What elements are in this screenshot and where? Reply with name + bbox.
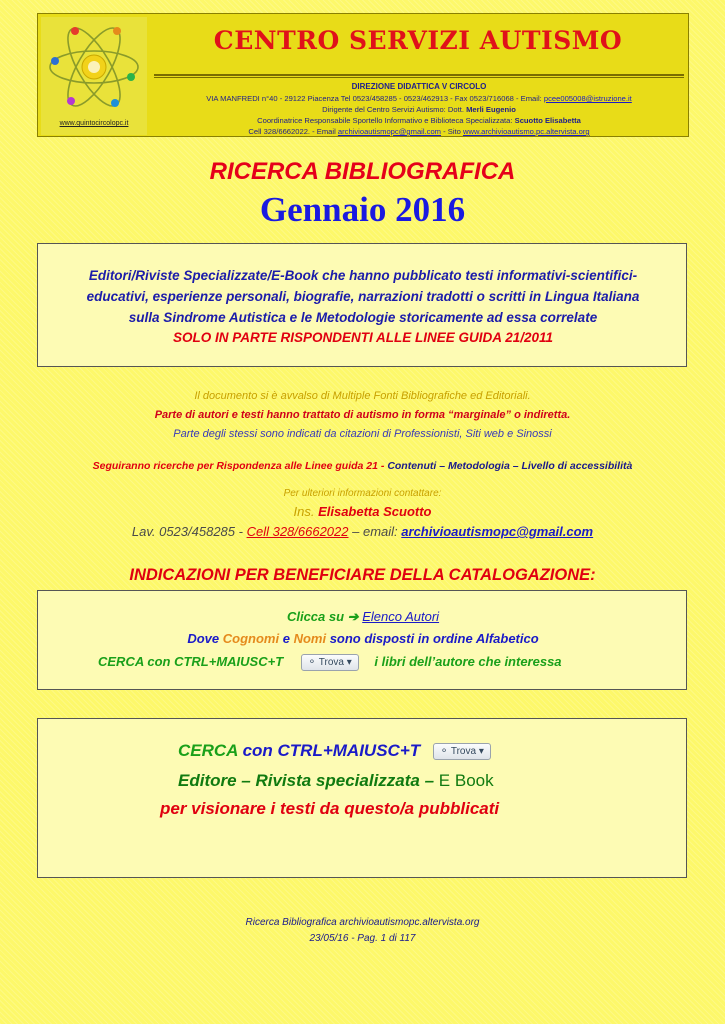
clicca-line: [38, 609, 688, 625]
contact-cell[interactable]: Cell 328/6662022: [246, 524, 349, 539]
address-email-link[interactable]: pcee005008@istruzione.it: [543, 94, 632, 103]
intro-line-red: SOLO IN PARTE RISPONDENTI ALLE LINEE GUIDA 21/2011: [172, 330, 554, 345]
cerca-text: CERCA con CTRL+MAIUSC+T: [98, 654, 284, 669]
ordine-text: sono disposti in ordine Alfabetico: [329, 631, 539, 646]
letterhead: [37, 13, 689, 137]
contact-person: [0, 504, 725, 519]
contact-ins: Ins.: [293, 504, 315, 519]
editori-box: [37, 718, 687, 878]
e-text: e: [282, 631, 290, 646]
intro-line: sulla Sindrome Autistica e le Metodologie storicamente ad essa correlate: [128, 310, 598, 325]
note-future-research: [0, 460, 725, 472]
editore-text: Editore – Rivista specializzata –: [178, 771, 435, 790]
binoculars-icon: ⚬: [307, 657, 317, 669]
contact-lav: Lav. 0523/458285 -: [131, 524, 243, 539]
con3-text: con CTRL+MAIUSC+T: [242, 741, 421, 760]
trova-button[interactable]: [301, 654, 359, 671]
dirigente-prefix: Dirigente del Centro Servizi Autismo: Dott.: [322, 105, 464, 114]
binoculars-icon: ⚬: [439, 746, 449, 758]
dirigente-name: Merli Eugenio: [466, 105, 516, 114]
address-line: [154, 94, 684, 103]
address-text: VIA MANFREDI n°40 - 29122 Piacenza Tel 0523/458285 - 0523/462913 - Fax 0523/716068 - Email:: [206, 94, 542, 103]
clicca-text: Clicca su: [286, 609, 345, 624]
libri-text: i libri dell’autore che interessa: [374, 654, 562, 669]
divider: [154, 74, 684, 76]
dove-text: Dove: [187, 631, 220, 646]
note-citations: Parte degli stessi sono indicati da citazioni di Professionisti, Siti web e Sinossi: [173, 428, 552, 440]
elenco-autori-link[interactable]: Elenco Autori: [362, 609, 440, 624]
contact-line: [154, 127, 684, 136]
trova-label: Trova: [318, 657, 344, 669]
atom-logo-icon: [41, 17, 147, 117]
doc-date: Gennaio 2016: [259, 190, 466, 229]
cognomi-text: Cognomi: [222, 631, 280, 646]
divider: [154, 77, 684, 78]
ebook-text: E Book: [438, 771, 494, 790]
contact-email-label: – email:: [352, 524, 398, 539]
contact-email-link[interactable]: archivioautismopc@gmail.com: [337, 127, 441, 136]
nomi-text: Nomi: [293, 631, 327, 646]
cerca3-text: CERCA: [178, 741, 238, 760]
contact-prefix: Cell 328/6662022. - Email: [248, 127, 336, 136]
intro-box: [37, 243, 687, 367]
logo-url[interactable]: www.quintocircolopc.it: [59, 120, 129, 127]
catalog-box: [37, 590, 687, 690]
intro-line: educativi, esperienze personali, biografie, narrazioni tradotti o scritti in Lingua Italiana: [86, 289, 640, 304]
dirigente-line: [154, 105, 684, 114]
contact-email-link[interactable]: archivioautismopc@gmail.com: [401, 524, 594, 539]
contact-name: Elisabetta Scuotto: [318, 504, 432, 519]
chevron-down-icon: ▾: [478, 746, 484, 758]
arrow-right-icon: ➔: [347, 609, 359, 624]
note-sources: Il documento si è avvalso di Multiple Fonti Bibliografiche ed Editoriali.: [194, 390, 531, 402]
direzione: DIREZIONE DIDATTICA V CIRCOLO: [351, 82, 487, 91]
note-marginal: Parte di autori e testi hanno trattato di autismo in forma “marginale” o indiretta.: [154, 409, 571, 421]
contact-sito: - Sito: [443, 127, 461, 136]
intro-line: Editori/Riviste Specializzate/E-Book che hanno pubblicato testi informativi-scientifici-: [88, 268, 638, 283]
footer-site: Ricerca Bibliografica archivioautismopc.altervista.org: [245, 917, 480, 928]
cerca-line: [98, 654, 562, 671]
dove-line: [38, 631, 688, 646]
footer-page: 23/05/16 - Pag. 1 di 117: [309, 933, 416, 944]
coordinatrice-line: [154, 116, 684, 125]
coordinatrice-name: Scuotto Elisabetta: [514, 116, 581, 125]
future-blue: Contenuti – Metodologia – Livello di accessibilità: [387, 460, 633, 472]
future-red: Seguiranno ricerche per Rispondenza alle Linee guida 21 -: [92, 460, 385, 472]
editore-line: [178, 771, 494, 791]
brand-title: CENTRO SERVIZI AUTISMO: [213, 26, 623, 55]
contact-intro: Per ulteriori informazioni contattare:: [283, 488, 442, 499]
doc-title: RICERCA BIBLIOGRAFICA: [209, 158, 516, 185]
trova-label: Trova: [450, 746, 477, 758]
logo: [41, 17, 147, 135]
trova-button[interactable]: [433, 743, 491, 760]
chevron-down-icon: ▾: [346, 657, 352, 669]
coordinatrice-prefix: Coordinatrice Responsabile Sportello Informativo e Biblioteca Specializzata:: [257, 116, 513, 125]
contact-phones: [0, 524, 725, 539]
contact-site-link[interactable]: www.archivioautismo.pc.altervista.org: [462, 127, 590, 136]
cerca-editore-line: [178, 741, 491, 761]
catalog-heading: INDICAZIONI PER BENEFICIARE DELLA CATALOGAZIONE:: [129, 566, 596, 584]
visionare-line: per visionare i testi da questo/a pubblicati: [160, 799, 500, 818]
